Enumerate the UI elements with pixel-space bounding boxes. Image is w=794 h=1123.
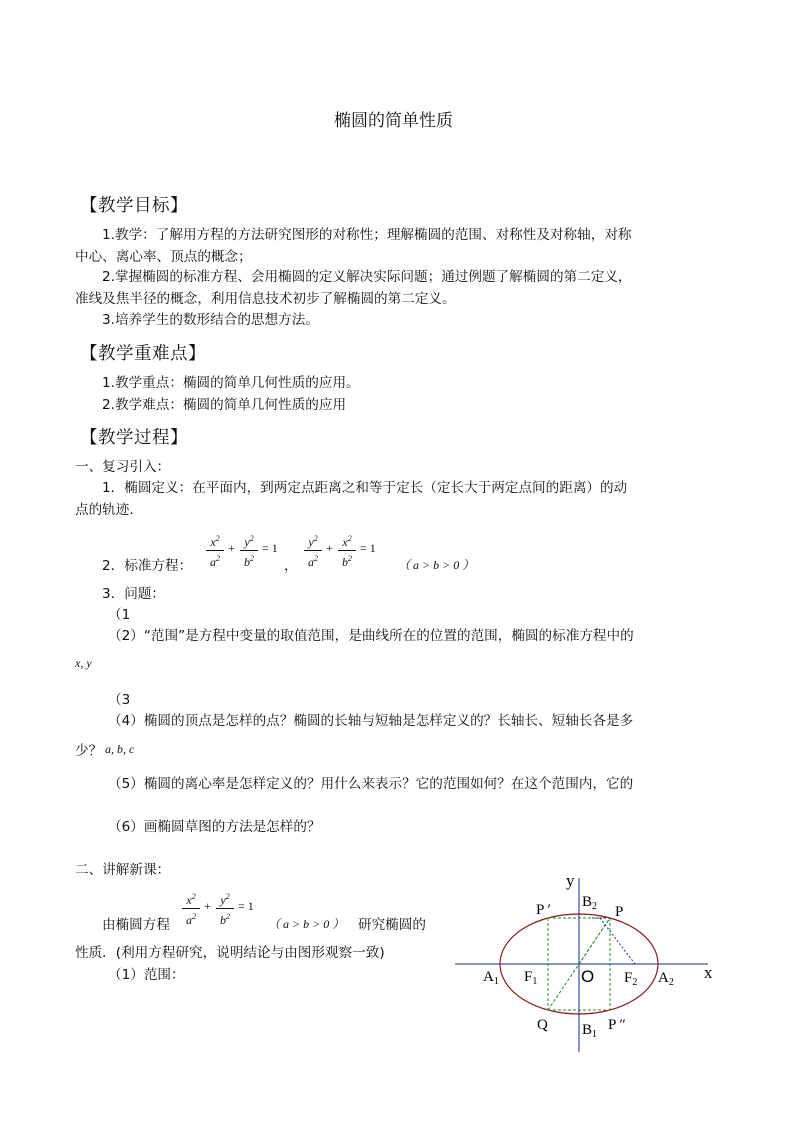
keypoint-line-2: 2.教学难点：椭圆的简单几何性质的应用	[102, 397, 347, 413]
question-2: （2）“范围”是方程中变量的取值范围，是曲线所在的位置的范围，椭圆的标准方程中的	[108, 628, 634, 644]
eq2-frac-y: $y^2$ $a^2$	[304, 532, 322, 569]
equation-condition: （ a > b > 0 ）	[398, 558, 475, 572]
lesson-eq-frac-y: $y^2$ $b^2$	[216, 890, 234, 927]
standard-equation-label: 2．标准方程：	[102, 558, 193, 574]
label-F1: $F_1$	[524, 969, 538, 987]
goal-line-3: 2.掌握椭圆的标准方程、会用椭圆的定义解决实际问题；通过例题了解椭圆的第二定义，	[102, 269, 632, 285]
eq1-frac-x: $x^2$ $a^2$	[206, 532, 224, 569]
lesson-line-1-a: 由椭圆方程	[102, 917, 170, 933]
eq2-plus: +	[326, 541, 333, 555]
lesson-eq-plus: +	[204, 899, 211, 913]
question-4-vars: a, b, c	[105, 742, 135, 756]
eq1-plus: +	[228, 541, 235, 555]
lesson-line-1-b: 研究椭圆的	[358, 917, 426, 933]
section-keypoints-heading: 【教学重难点】	[80, 344, 206, 364]
question-2-vars: x, y	[75, 656, 92, 670]
label-Q: Q	[537, 1017, 548, 1033]
label-B2: $B_2$	[582, 894, 598, 912]
label-x: x	[704, 963, 713, 982]
eq2-equals: = 1	[360, 541, 376, 555]
question-6: （6）画椭圆草图的方法是怎样的？	[108, 819, 321, 835]
label-B1: $B_1$	[582, 1022, 598, 1040]
label-P: P	[615, 904, 624, 920]
label-A2: $A_2$	[658, 970, 674, 988]
lesson-eq-frac-x: $x^2$ $a^2$	[182, 890, 200, 927]
equation-separator: ，	[284, 558, 298, 574]
lesson-condition: （ a > b > 0 ）	[268, 917, 345, 931]
review-heading: 一、复习引入：	[75, 459, 171, 475]
range-subheading: （1）范围：	[108, 967, 185, 983]
keypoint-line-1: 1.教学重点：椭圆的简单几何性质的应用。	[102, 375, 360, 391]
goal-line-4: 准线及焦半径的概念，利用信息技术初步了解椭圆的第二定义。	[75, 291, 456, 307]
new-lesson-heading: 二、讲解新课：	[75, 862, 171, 878]
label-A1: $A_1$	[483, 969, 499, 987]
label-F2: $F_2$	[624, 970, 638, 988]
question-4-line-1: （4）椭圆的顶点是怎样的点？椭圆的长轴与短轴是怎样定义的？长轴长、短轴长各是多	[108, 713, 634, 729]
label-y: y	[566, 871, 575, 890]
question-3: （3	[108, 692, 131, 708]
goal-line-5: 3.培养学生的数形结合的思想方法。	[102, 312, 319, 328]
goal-line-2: 中心、离心率、顶点的概念；	[75, 249, 252, 265]
question-4-line-2: 少？	[75, 743, 103, 759]
page-title: 椭圆的简单性质	[334, 111, 453, 131]
lesson-line-2: 性质．(利用方程研究，说明结论与由图形观察一致)	[75, 945, 385, 961]
section-goals-heading: 【教学目标】	[80, 196, 188, 216]
question-1: （1	[108, 607, 131, 623]
label-origin: O	[581, 967, 595, 986]
ellipse-definition-line-1: 1．椭圆定义：在平面内，到两定点距离之和等于定长（定长大于两定点间的距离）的动	[102, 480, 628, 496]
label-P-prime: P ′	[536, 902, 551, 918]
goal-line-1: 1.教学：了解用方程的方法研究图形的对称性；理解椭圆的范围、对称性及对称轴，对称	[102, 227, 632, 243]
lesson-eq-equals: = 1	[238, 899, 254, 913]
eq1-equals: = 1	[262, 541, 278, 555]
eq1-frac-y: $y^2$ $b^2$	[240, 532, 258, 569]
questions-label: 3．问题：	[102, 586, 166, 602]
section-process-heading: 【教学过程】	[80, 428, 188, 448]
ellipse-figure	[450, 860, 730, 1060]
label-P-double-prime: P ″	[608, 1017, 626, 1033]
eq2-frac-x: $x^2$ $b^2$	[338, 532, 356, 569]
ellipse-definition-line-2: 点的轨迹.	[75, 502, 134, 518]
question-5: （5）椭圆的离心率是怎样定义的？用什么来表示？它的范围如何？在这个范围内，它的	[108, 776, 634, 792]
